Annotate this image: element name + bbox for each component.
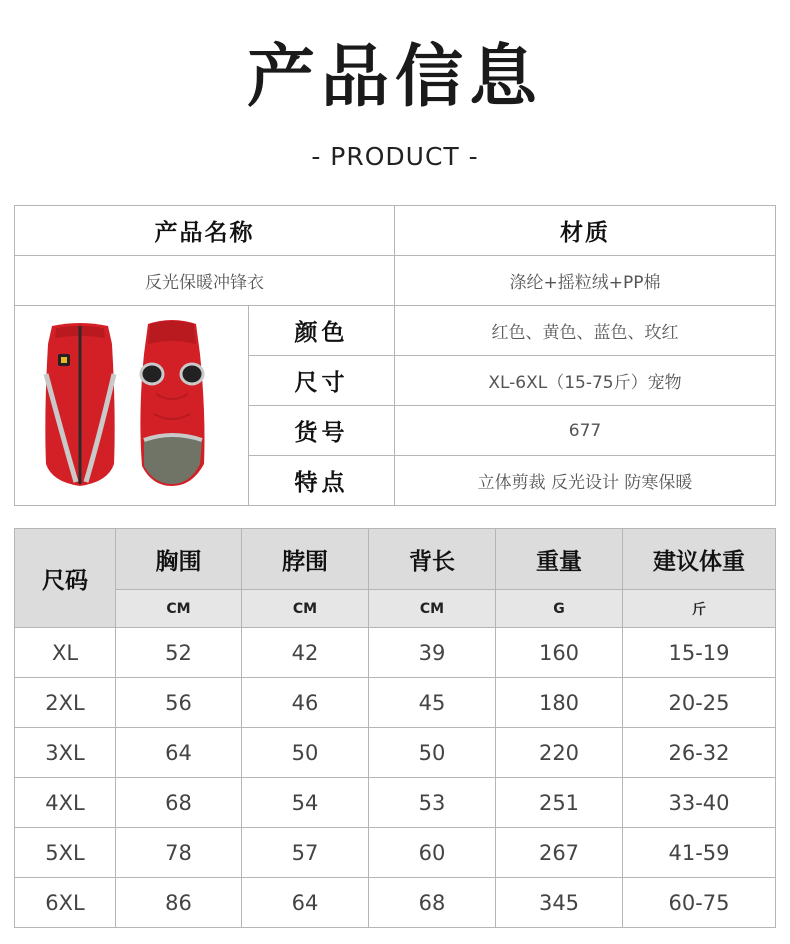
attr-label-size: 尺寸 [249,356,395,406]
table-cell: 15-19 [623,628,776,678]
size-cell: 5XL [15,828,116,878]
table-cell: 180 [496,678,623,728]
size-cell: 6XL [15,878,116,928]
dog-jacket-image [32,314,232,498]
table-cell: 68 [116,778,242,828]
attr-value-size: XL-6XL（15-75斤）宠物 [395,356,776,406]
table-cell: 267 [496,828,623,878]
attr-label-features: 特点 [249,456,395,506]
table-cell: 53 [369,778,496,828]
column-header: 脖围 [242,529,369,590]
product-name-header: 产品名称 [15,206,395,256]
column-unit: G [496,590,623,628]
table-row [15,628,776,678]
column-unit: 斤 [623,590,776,628]
size-unit-row [15,590,776,628]
attr-label-color: 颜色 [249,306,395,356]
table-cell: 160 [496,628,623,678]
table-cell: 41-59 [623,828,776,878]
column-unit: CM [369,590,496,628]
info-value-row [15,256,776,306]
table-cell: 64 [116,728,242,778]
info-attr-row [15,306,776,356]
table-cell: 45 [369,678,496,728]
table-cell: 46 [242,678,369,728]
jacket-back-view [140,320,204,486]
size-chart-table [14,528,776,928]
table-cell: 78 [116,828,242,878]
table-cell: 220 [496,728,623,778]
table-cell: 39 [369,628,496,678]
column-header: 建议体重 [623,529,776,590]
table-cell: 86 [116,878,242,928]
table-cell: 56 [116,678,242,728]
table-cell: 57 [242,828,369,878]
material-header: 材质 [395,206,776,256]
size-cell: 2XL [15,678,116,728]
table-row [15,728,776,778]
attr-label-item-no: 货号 [249,406,395,456]
table-cell: 68 [369,878,496,928]
size-cell: 3XL [15,728,116,778]
product-info-table [14,205,776,506]
size-corner-header: 尺码 [15,529,116,628]
table-cell: 33-40 [623,778,776,828]
table-cell: 64 [242,878,369,928]
table-cell: 251 [496,778,623,828]
size-cell: 4XL [15,778,116,828]
table-row [15,878,776,928]
table-cell: 52 [116,628,242,678]
column-header: 重量 [496,529,623,590]
table-cell: 26-32 [623,728,776,778]
table-cell: 345 [496,878,623,928]
product-image-cell [15,306,249,506]
product-name-value: 反光保暖冲锋衣 [15,256,395,306]
size-cell: XL [15,628,116,678]
table-cell: 54 [242,778,369,828]
table-cell: 50 [242,728,369,778]
table-cell: 60-75 [623,878,776,928]
attr-value-features: 立体剪裁 反光设计 防寒保暖 [395,456,776,506]
column-header: 背长 [369,529,496,590]
table-row [15,828,776,878]
attr-value-color: 红色、黄色、蓝色、玫红 [395,306,776,356]
column-unit: CM [116,590,242,628]
table-row [15,778,776,828]
column-unit: CM [242,590,369,628]
size-header-row [15,529,776,590]
jacket-front-view [45,323,114,486]
table-cell: 20-25 [623,678,776,728]
attr-value-item-no: 677 [395,406,776,456]
page-title: 产品信息 [246,38,543,117]
table-row [15,678,776,728]
page-subtitle: - PRODUCT - [311,142,479,171]
info-header-row [15,206,776,256]
table-cell: 42 [242,628,369,678]
table-cell: 50 [369,728,496,778]
material-value: 涤纶+摇粒绒+PP棉 [395,256,776,306]
column-header: 胸围 [116,529,242,590]
table-cell: 60 [369,828,496,878]
